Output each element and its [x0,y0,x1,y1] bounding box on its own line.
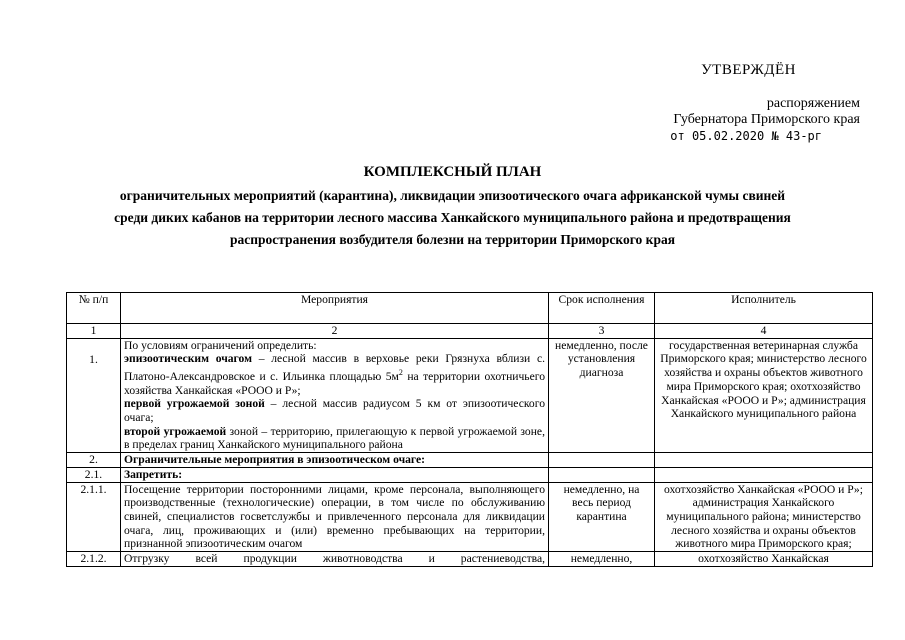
term-second-zone: второй угрожаемой [124,424,227,438]
empty-cell [655,453,873,468]
header-measures: Мероприятия [121,293,549,324]
term-first-zone: первой угрожаемой зоной [124,397,265,411]
measures-table [66,292,873,567]
row-number: 2. [67,453,121,468]
row-measure: Посещение территории посторонними лицами, кроме персонала, выполняющего производственные (технологические) операции, в том числе по обслуживанию свиней, специалистов госветслужбы и привлеченного персонала для ликвидации очага, лиц, проживающих и (или) временно пребывающих на территории, признанной эпизоотическим очагом [121,482,549,552]
approval-line-2: Губернатора Приморского края [673,112,860,127]
row-number: 2.1.2. [67,552,121,567]
row-deadline: немедленно, на весь период карантина [549,482,655,552]
row-number: 2.1.1. [67,482,121,552]
column-number-row [67,324,873,339]
term-text: – лесной массив радиусом 5 км от эпизоотического очага; [124,397,545,425]
row-deadline: немедленно, после установления диагноза [549,338,655,452]
empty-cell [655,467,873,482]
row-number: 2.1. [67,467,121,482]
approval-status: УТВЕРЖДЁН [701,62,796,78]
empty-cell [549,467,655,482]
header-deadline: Срок исполнения [549,293,655,324]
superscript: 2 [398,368,403,378]
approval-line-1: распоряжением [766,96,860,111]
row-measure: Отгрузку всей продукции животноводства и растениеводства, [121,552,549,567]
table-row [67,482,873,552]
term-text: на территории охотничьего хозяйства Ханкайская «РООО и Р»; [124,369,546,397]
title-line-3: распространения возбудителя болезни на территории Приморского края [229,232,676,247]
term-epizootic-focus: эпизоотическим очагом [124,352,252,366]
row-measure [121,338,549,452]
row-executor: государственная ветеринарная служба Приморского края; министерство лесного хозяйства и охраны объектов животного мира Приморского края; охотхозяйство Ханкайская «РООО и Р»; администрация Ханкайского муниципального района [655,338,873,452]
header-num: № п/п [67,293,121,324]
title-main: КОМПЛЕКСНЫЙ ПЛАН [363,164,542,180]
table-row [67,467,873,482]
row-executor: охотхозяйство Ханкайская [655,552,873,567]
col-number: 2 [121,324,549,339]
table-row [67,338,873,452]
header-executor: Исполнитель [655,293,873,324]
approval-order-number: от 05.02.2020 № 43-рг [670,129,822,143]
title-line-2: среди диких кабанов на территории лесного массива Ханкайского муниципального района и предотвращения [114,210,791,225]
table-header-row [67,293,873,324]
row-number: 1. [67,338,121,452]
col-number: 4 [655,324,873,339]
approval-block [670,62,860,144]
row-measure: Запретить: [121,467,549,482]
row-executor: охотхозяйство Ханкайская «РООО и Р»; администрация Ханкайского муниципального района; министерство лесного хозяйства и охраны объектов животного мира Приморского края; [655,482,873,552]
row-measure: Ограничительные мероприятия в эпизоотическом очаге: [121,453,549,468]
col-number: 1 [67,324,121,339]
term-text: зоной – территорию, прилегающую к первой угрожаемой зоне, в пределах границ Ханкайского муниципального района [124,424,545,452]
title-line-1: ограничительных мероприятий (карантина), ликвидации эпизоотического очага африканской чумы свиней [119,188,786,203]
table-row [67,453,873,468]
row-deadline: немедленно, [549,552,655,567]
row-intro: По условиям ограничений определить: [124,338,317,352]
table-row [67,552,873,567]
empty-cell [549,453,655,468]
term-text: – лесной массив в верховье реки Грязнуха вблизи с. Платоно-Александровское и с. Ильинка площадью 5м [124,352,545,383]
document-title [40,163,865,251]
col-number: 3 [549,324,655,339]
